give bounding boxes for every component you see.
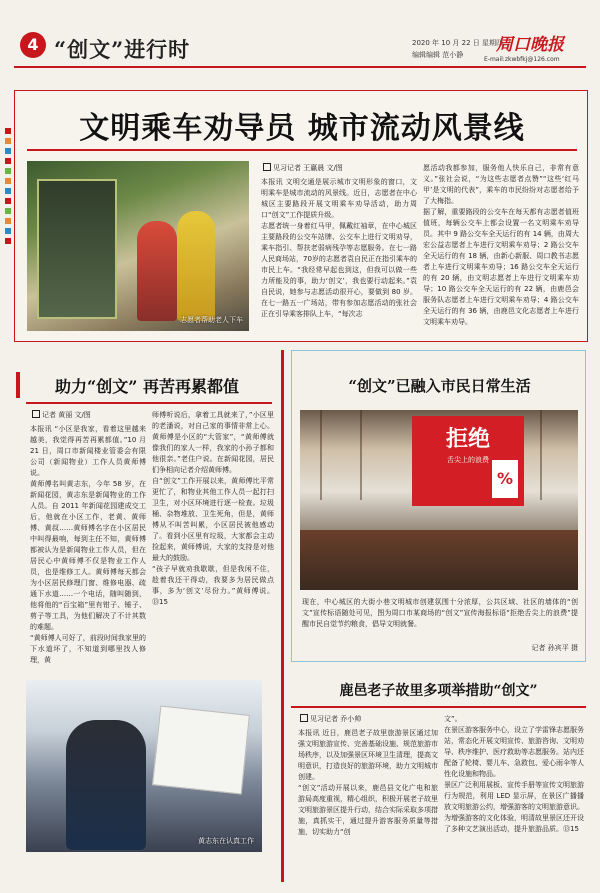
page-header [0, 0, 600, 64]
banner-percent-sign: % [492, 460, 518, 498]
ceiling-beam [320, 410, 322, 500]
top-story-column-1: 本报讯 文明交通是展示城市文明形象的窗口，文明乘车是城市流动的风景线。近日，志愿者在中心城区主要路段开展文明乘车劝导活动，助力周口“创文”工作提质升级。 志愿者统一身着红马甲，佩戴红袖章，在中心城区主要路段的公交车站牌、公交车上进行文明劝导，乘车指引、帮扶老弱病残孕等志愿服务。在七一路人民商场站，70岁的志愿者袁自民正在指引乘车的市民上车。“我经常早起也到这，但我可以做一些力所能及的事，助力‘创文’，我也要行动起来。”袁自民说，她参与志愿活动很开心，要做到 80 岁。在七一路五一广场站，带有参加志愿活动的张社会正在引导乘客排队上车，“每次志 [261, 178, 417, 318]
bottom-right-column-2: 文”。 在景区游客服务中心，设立了学雷锋志愿服务站，常态化开展文明宣传、旅游咨询、文明劝导、秩序维护、医疗救助等志愿服务。站内还配备了轮椅、婴儿车、急救包、爱心雨伞等人性化设施和物品。 景区广泛利用展板、宣传手册等宣传文明旅游行为规范，利用 LED 显示屏，在景区广播播放文明旅游公约，增强游客的文明旅游意识。 为增强游客的文化体验，明清故里景区还开设了多种文艺演出活动，提升旅游品质。⑬15 [444, 715, 584, 833]
banner-subtitle: 舌尖上的浪费 [447, 456, 489, 464]
worker-photo [26, 680, 262, 852]
worker-figure [66, 720, 146, 850]
worker-photo-caption: 黄志东在认真工作 [198, 837, 254, 845]
masthead-logo: 周口晚报 [496, 35, 564, 55]
bus-door-shape [37, 179, 117, 319]
left-story-byline: 记者 黄丽 文/图 [32, 410, 91, 420]
passenger-figure [137, 221, 177, 321]
dining-area [300, 530, 578, 590]
bottom-right-column-1: 本报讯 近日，鹿邑老子故里旅游景区通过加强文明旅游宣传、完善基础设施、规范旅游市场秩序，以及加强景区环境卫生清理，提高文明意识，打造良好的旅游环境，助力文明城市创建。 “创文”活动开展以来，鹿邑县文化广电和旅游局高度重视，精心组织，积极开展老子故里文明旅游景区提升行动，结合实际采取多项措施，真抓实干，通过提升游客服务质量等措施，切实助力“创 [298, 729, 438, 836]
left-story-column-1: 本报讯 “小区是我家，看着这里越来越美，我觉得再苦再累都值。”10 月 21 日，周口市新闻楼业管委会有限公司（新闻物业）工作人员黄师傅说。 黄师傅名叫黄志东，今年 58 岁，在新闻花园，黄志东是新闻物业的工作人员。自 2011 年新闻花园建成交工后，他就在小区工作，老黄、黄师傅、黄叔……黄师傅名字在小区居民中叫得最响，每到主任不知，黄师傅都被认为是新闻物业工作人员，但在居民心中黄师傅不仅是物业工作人员，也是维修工人。黄师傅每天都会为小区居民修理门窗、维修电器、疏通下水道……一个电话，随叫随到，他将他的“百宝箱”里有钳子、锤子、剪子等工具，为他们解决了不计其数的难题。 “黄师傅人可好了，前段时间我家里的下水道坏了，不知道到哪里找人修理，黄 [30, 425, 146, 664]
top-story-column-2: 愿活动我都参加，服务他人快乐自己，非常有意义。”张社会说，“为这些志愿者点赞”“这些‘红马甲’是文明的代表”，乘车的市民纷纷对志愿者给予了大梅指。 据了解，重要路段的公交车在每天都有志愿者值班值班，每辆公交车上都会设置一名文明乘车劝导员。其中 9 路公交车全天运行的有 14 辆，由周大宏公益志愿者上车进行文明乘车劝导；2 路公交车全天运行的有 18 辆，由新心新服、周口教书志愿者上车进行文明乘车劝导；16 路公交车全天运行的有 20 辆，由文明志愿者上车进行文明乘车劝导；10 路公交车全天运行的有 22 辆，由鹿邑会服务队志愿者上车进行文明乘车劝导；4 路公交车全天运行的有 36 辆，由鹿邑文化志愿者上车进行文明乘车劝导。 [423, 164, 579, 326]
mall-photo [300, 410, 578, 590]
top-story-byline: 见习记者 王赢晨 文/图 [263, 163, 343, 173]
right-story-headline: “创文”已融入市民日常生活 [348, 377, 531, 395]
ceiling-beam [360, 410, 362, 500]
photo-caption: 志愿者帮助老人下车 [180, 316, 243, 324]
reject-waste-banner [412, 416, 524, 506]
bus-photo [27, 161, 249, 331]
top-story [14, 90, 588, 342]
photo-credit: 记者 孙宾平 摄 [531, 644, 578, 652]
left-story-headline: 助力“创文” 再苦再累都值 [55, 377, 239, 396]
volunteer-figure [177, 211, 215, 321]
issue-date: 2020 年 10 月 22 日 星期四 [412, 39, 503, 47]
banner-title: 拒绝 [445, 427, 490, 452]
left-story-column-2: 师傅听说后，拿着工具就来了，”小区里的老潘说，对自己家的事情非常上心。黄师傅是小区的“大管家”，“黄师傅就像我们的家人一样，我家的小孙子都和他很亲。”老住户说。在新闻花园，居民们争相向记者介绍黄师傅。 自“创文”工作开展以来，黄师傅比平常更忙了，和物业其他工作人员一起打扫卫生，对小区环境进行逐一检查。垃圾桶、杂物堆放、卫生死角，但是，黄师傅从不叫苦叫累，小区居民被他感动了。看到小区里有垃圾，大家都会主动捡起来，黄师傅说，大家的支持是对他最大的鼓励。 “孩子早就劝我歇歇，但是我闲不住，趁着我还干得动，我要多为居民做点事，多为‘创文’尽份力。”黄师傅说。⑬15 [152, 411, 274, 606]
editor-credits: 编辑编辑 范小静 [412, 51, 464, 59]
bottom-right-headline: 鹿邑老子故里多项举措助“创文” [339, 683, 538, 699]
left-headline-rule [26, 402, 272, 404]
decorative-color-strip [5, 128, 13, 888]
ceiling-beam [540, 410, 542, 500]
section-title: “创文”进行时 [54, 37, 191, 62]
contact-email: E-mail:zkwbfkj@126.com [484, 56, 560, 63]
right-story-caption: 现在，中心城区的大街小巷文明城市创建氛围十分浓厚，公共区域、社区的墙体的“创文”宣传标语随处可见，图为周口市某商场的“创文”宣传海报标语“拒绝舌尖上的浪费”提醒市民自觉节约粮食，倡导文明就餐。 [302, 598, 578, 628]
headline-rule [27, 149, 577, 151]
bottom-right-rule [291, 706, 586, 708]
left-story-marker [16, 372, 20, 398]
paper-shape [152, 706, 250, 795]
header-divider [14, 66, 586, 68]
top-story-headline: 文明乘车劝导员 城市流动风景线 [79, 111, 525, 146]
bottom-right-byline: 见习记者 乔小帅 [300, 714, 361, 724]
page-number-badge: 4 [20, 32, 46, 58]
